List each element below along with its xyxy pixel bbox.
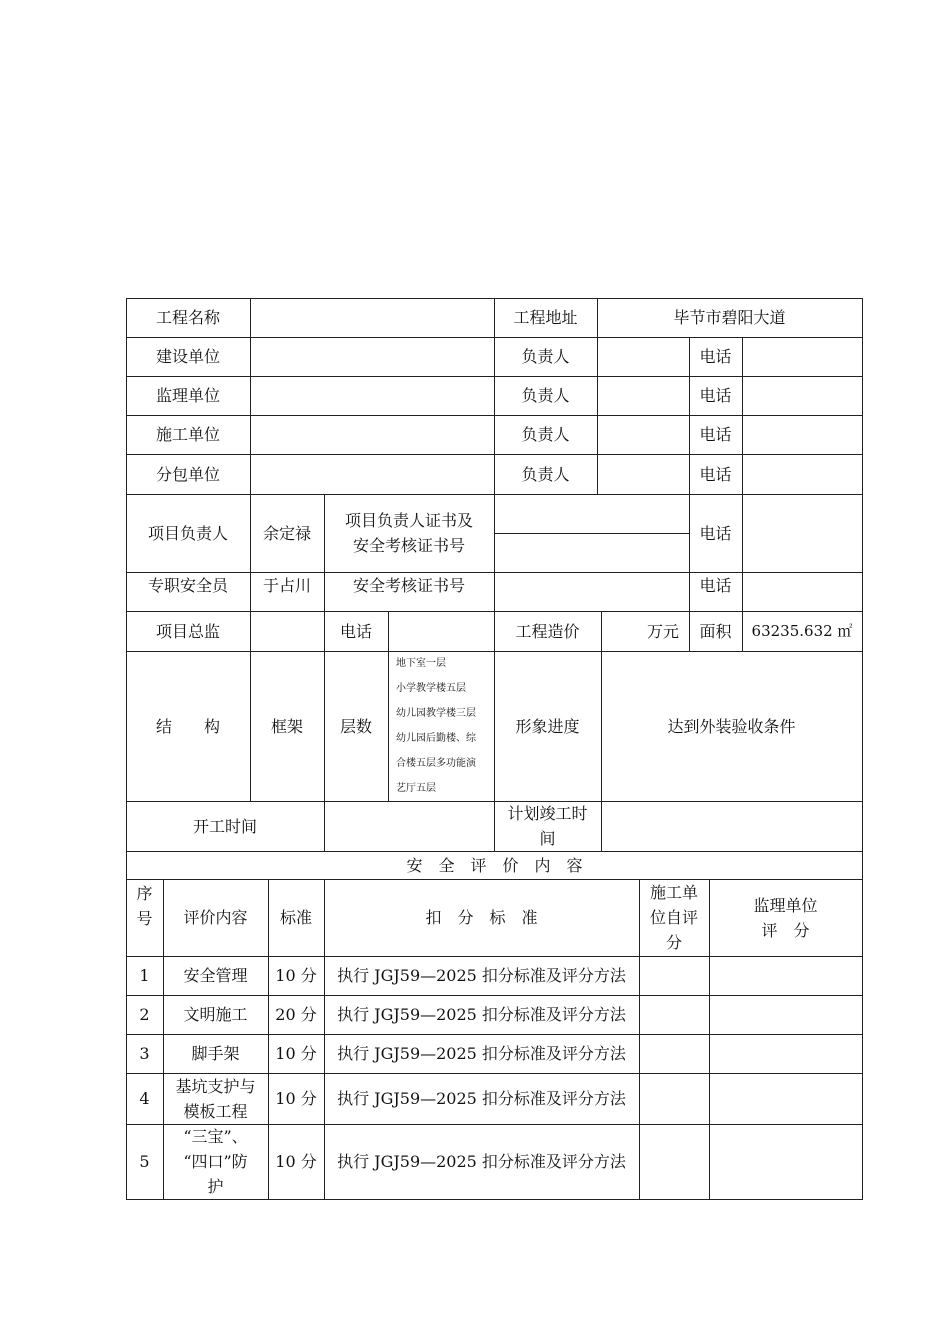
row-content: “三宝”、 “四口”防 护 — [183, 1127, 248, 1196]
header-no: 序 号 — [136, 884, 153, 928]
row-rule: 执行 JGJ59—2025 扣分标准及评分方法 — [337, 966, 626, 985]
row-no: 5 — [139, 1152, 150, 1171]
project-manager-name: 余定禄 — [262, 523, 311, 543]
project-address-label: 工程地址 — [513, 308, 578, 327]
constructor-responsible-label: 负责人 — [521, 425, 570, 444]
supervisor-phone-label: 电话 — [699, 386, 732, 405]
safety-cert-label: 安全考核证书号 — [352, 576, 465, 595]
floors-line: 艺厅五层 — [396, 783, 436, 794]
manager-phone-label: 电话 — [699, 523, 732, 543]
floors-label: 层数 — [339, 716, 372, 736]
col-divider — [742, 337, 743, 495]
supervisor-responsible-label: 负责人 — [521, 386, 570, 405]
start-time-label: 开工时间 — [192, 816, 257, 836]
row-standard: 10 分 — [275, 1044, 317, 1063]
row-standard: 10 分 — [275, 966, 317, 985]
safety-officer-label: 专职安全员 — [147, 576, 228, 595]
header-supervisor-score: 监理单位 评 分 — [753, 895, 818, 940]
project-manager-label: 项目负责人 — [147, 523, 228, 543]
constructor-phone-label: 电话 — [699, 425, 732, 444]
plan-finish-label: 计划竣工时 间 — [507, 804, 588, 848]
chief-phone-label: 电话 — [339, 621, 372, 641]
builder-phone-label: 电话 — [699, 347, 732, 366]
floors-line: 地下室一层 — [396, 658, 446, 669]
subcontractor-responsible-label: 负责人 — [521, 464, 570, 484]
row-content: 基坑支护与 模板工程 — [175, 1076, 256, 1121]
floors-line: 小学教学楼五层 — [396, 683, 466, 694]
floors-line: 幼儿园后勤楼、综 — [396, 733, 476, 744]
row-rule: 执行 JGJ59—2025 扣分标准及评分方法 — [337, 1089, 626, 1108]
subcontractor-label: 分包单位 — [155, 464, 220, 484]
table-border — [126, 1199, 863, 1200]
row-rule: 执行 JGJ59—2025 扣分标准及评分方法 — [337, 1044, 626, 1063]
table-border — [862, 298, 863, 1200]
header-deduction: 扣 分 标 准 — [425, 908, 538, 927]
chief-supervisor-label: 项目总监 — [155, 621, 220, 641]
builder-responsible-label: 负责人 — [521, 347, 570, 366]
row-rule: 执行 JGJ59—2025 扣分标准及评分方法 — [337, 1152, 626, 1171]
certificate-label: 项目负责人证书及 安全考核证书号 — [344, 511, 473, 555]
floors-list — [388, 651, 494, 801]
project-name-label: 工程名称 — [155, 308, 220, 327]
constructor-label: 施工单位 — [155, 425, 220, 444]
project-name-field[interactable] — [250, 298, 494, 337]
builder-label: 建设单位 — [155, 347, 220, 366]
row-divider — [494, 533, 689, 534]
cost-label: 工程造价 — [515, 621, 580, 641]
progress-value: 达到外装验收条件 — [667, 716, 796, 736]
row-content: 文明施工 — [183, 1005, 248, 1024]
floors-line: 合楼五层多功能演 — [396, 758, 476, 769]
header-standard: 标准 — [279, 908, 312, 927]
structure-value: 框架 — [270, 716, 303, 736]
col-divider — [324, 801, 325, 851]
row-standard: 10 分 — [275, 1089, 317, 1108]
supervisor-label: 监理单位 — [155, 386, 220, 405]
row-standard: 20 分 — [275, 1005, 317, 1024]
safety-officer-name: 于占川 — [262, 576, 311, 595]
area-value: 63235.632 ㎡ — [751, 621, 853, 640]
row-no: 1 — [139, 966, 150, 985]
row-rule: 执行 JGJ59—2025 扣分标准及评分方法 — [337, 1005, 626, 1024]
header-content: 评价内容 — [183, 908, 248, 927]
row-content: 安全管理 — [183, 966, 248, 985]
project-address-value[interactable]: 毕节市碧阳大道 — [673, 308, 786, 327]
cost-unit: 万元 — [646, 621, 679, 641]
row-content: 脚手架 — [191, 1044, 240, 1063]
structure-label: 结 构 — [155, 716, 220, 736]
area-label: 面积 — [699, 621, 732, 641]
row-no: 2 — [139, 1005, 150, 1024]
subcontractor-phone-label: 电话 — [699, 464, 732, 484]
row-no: 3 — [139, 1044, 150, 1063]
header-self-score: 施工单 位自评 分 — [649, 883, 698, 952]
section-title: 安 全 评 价 内 容 — [406, 855, 583, 875]
row-no: 4 — [139, 1089, 150, 1108]
row-standard: 10 分 — [275, 1152, 317, 1171]
progress-label: 形象进度 — [515, 716, 580, 736]
officer-phone-label: 电话 — [699, 576, 732, 595]
floors-line: 幼儿园教学楼三层 — [396, 708, 476, 719]
